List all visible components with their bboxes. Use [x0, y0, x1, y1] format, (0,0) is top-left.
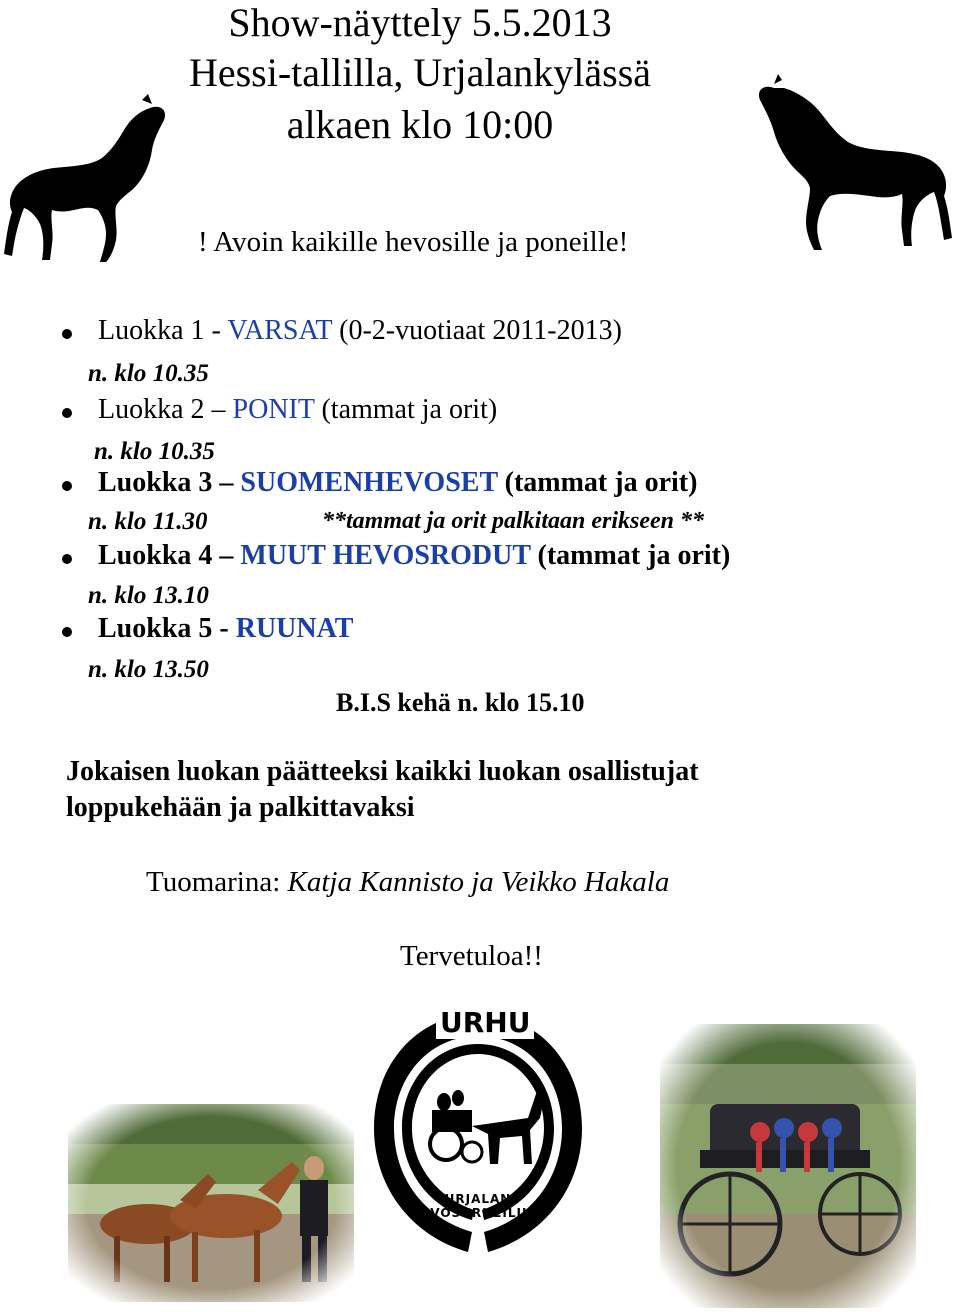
title-line-2: Hessi-tallilla, Urjalankylässä [188, 50, 652, 95]
title-line-1: Show-näyttely 5.5.2013 [228, 0, 612, 45]
class-prefix: Luokka 4 – [98, 540, 241, 571]
class-2-line [98, 394, 497, 426]
class-suffix: (tammat ja orit) [497, 467, 698, 498]
class-suffix: (0-2-vuotiaat 2011-2013) [332, 315, 622, 346]
class-name: SUOMENHEVOSET [240, 467, 498, 498]
class-2-time: n. klo 10.35 [94, 438, 215, 465]
class-suffix: (tammat ja orit) [314, 394, 498, 425]
info-line-2: loppukehään ja palkittavaksi [66, 792, 415, 823]
bullet-icon [62, 329, 72, 339]
photo-carriage-ribbons [660, 1024, 916, 1308]
info-line-1: Jokaisen luokan päätteeksi kaikki luokan osallistujat [66, 756, 699, 787]
class-prefix: Luokka 2 – [98, 394, 233, 425]
class-3-time: n. klo 11.30 [88, 508, 208, 535]
welcome-text: Tervetuloa!! [400, 940, 543, 972]
judges-line [146, 866, 669, 899]
class-1-line [98, 315, 622, 347]
class-3-line [98, 467, 697, 499]
bullet-icon [62, 627, 72, 637]
horse-silhouette-icon [752, 74, 952, 256]
bullet-icon [62, 554, 72, 564]
class-1-time: n. klo 10.35 [88, 360, 209, 387]
class-prefix: Luokka 5 - [98, 613, 236, 644]
class-name: VARSAT [227, 315, 333, 346]
class-3-note: **tammat ja orit palkitaan erikseen ** [322, 508, 705, 534]
class-4-line [98, 540, 730, 572]
bullet-icon [62, 481, 72, 491]
class-name: MUUT HEVOSRODUT [240, 540, 531, 571]
judges-names: Katja Kannisto ja Veikko Hakala [287, 866, 670, 898]
logo-ring-text: URJALAN HEVOSURHEILIJAT [410, 1192, 546, 1220]
class-prefix: Luokka 1 - [98, 315, 228, 346]
bis-time: B.I.S kehä n. klo 15.10 [336, 688, 585, 717]
logo-top-text: URHU [436, 1006, 534, 1039]
bullet-icon [62, 408, 72, 418]
urhu-logo [360, 1006, 596, 1262]
class-name: PONIT [232, 394, 315, 425]
title-line-3: alkaen klo 10:00 [286, 102, 554, 147]
class-4-time: n. klo 13.10 [88, 582, 209, 609]
photo-horse-show [68, 1104, 354, 1302]
class-suffix: (tammat ja orit) [530, 540, 731, 571]
class-name: RUUNAT [235, 613, 354, 644]
horse-silhouette-icon [2, 94, 172, 264]
judges-label: Tuomarina: [146, 866, 288, 898]
class-5-line [98, 613, 353, 645]
class-prefix: Luokka 3 – [98, 467, 241, 498]
open-note: ! Avoin kaikille hevosille ja poneille! [198, 226, 629, 258]
class-5-time: n. klo 13.50 [88, 656, 209, 683]
